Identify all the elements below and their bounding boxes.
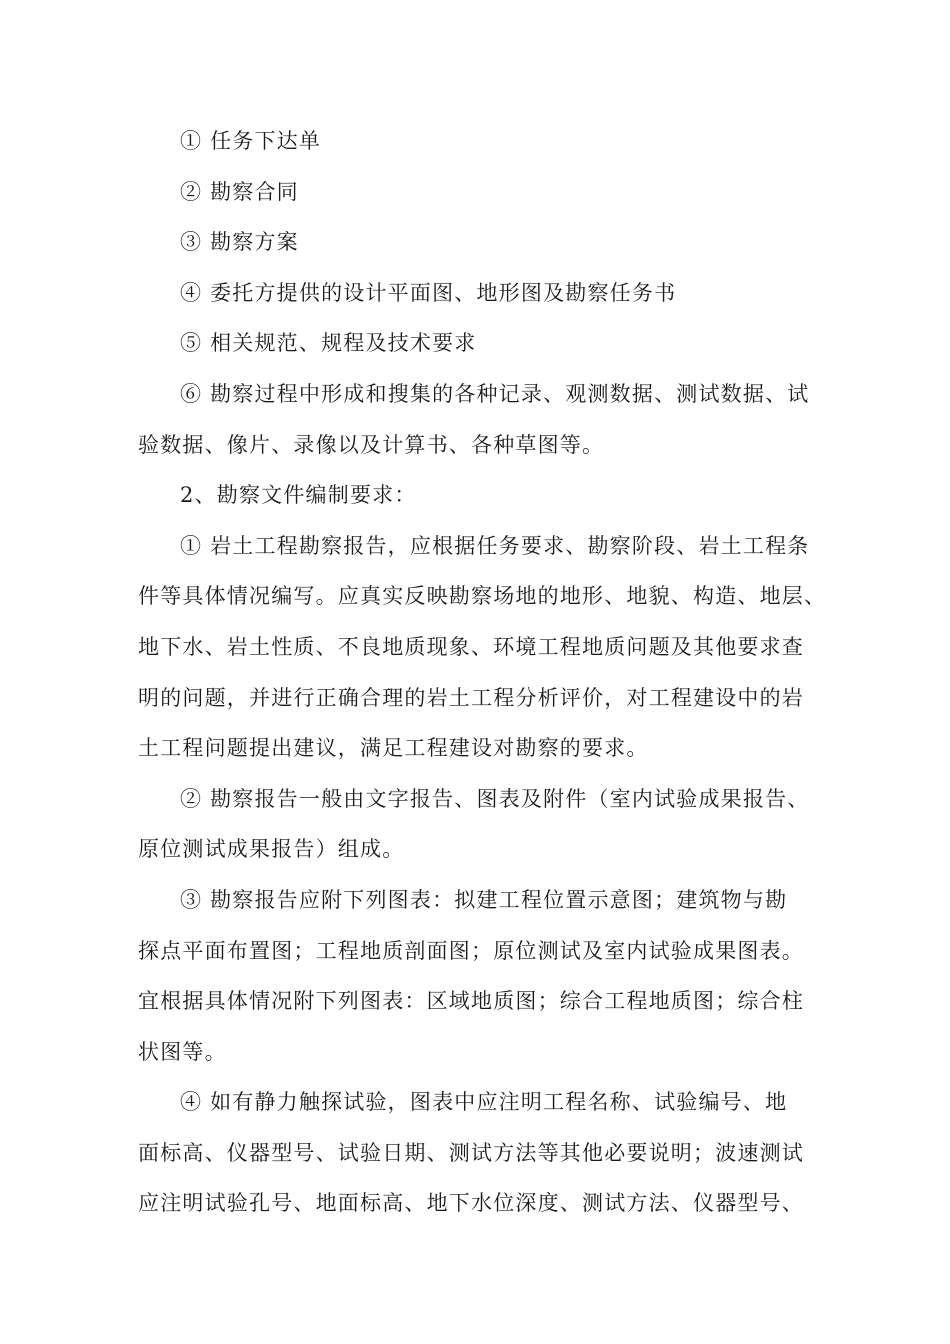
text-line: 探点平面布置图；工程地质剖面图；原位测试及室内试验成果图表。 <box>138 938 804 963</box>
text-line: 应注明试验孔号、地面标高、地下水位深度、测试方法、仪器型号、 <box>138 1191 804 1216</box>
text-line: 土工程问题提出建议，满足工程建设对勘察的要求。 <box>138 736 649 761</box>
text-line: 地下水、岩土性质、不良地质现象、环境工程地质问题及其他要求查 <box>138 634 804 659</box>
list-item-contract: ② 勘察合同 <box>180 179 299 204</box>
list-item-report-composition: ② 勘察报告一般由文字报告、图表及附件（室内试验成果报告、 <box>180 786 810 811</box>
list-item-client-drawings: ④ 委托方提供的设计平面图、地形图及勘察任务书 <box>180 280 677 305</box>
list-item-static-cone: ④ 如有静力触探试验，图表中应注明工程名称、试验编号、地 <box>180 1090 788 1115</box>
list-item-report: ① 岩土工程勘察报告，应根据任务要求、勘察阶段、岩土工程条 <box>180 533 810 558</box>
text-line: 面标高、仪器型号、试验日期、测试方法等其他必要说明；波速测试 <box>138 1140 804 1165</box>
section-heading-requirements: 2、勘察文件编制要求： <box>180 483 417 508</box>
text-line: 明的问题，并进行正确合理的岩土工程分析评价，对工程建设中的岩 <box>138 685 804 710</box>
document-body <box>138 116 838 1229</box>
text-line: 件等具体情况编写。应真实反映勘察场地的地形、地貌、构造、地层、 <box>138 584 827 609</box>
text-line: 状图等。 <box>138 1039 227 1064</box>
list-item-standards: ⑤ 相关规范、规程及技术要求 <box>180 331 477 356</box>
list-item-report-figures: ③ 勘察报告应附下列图表：拟建工程位置示意图；建筑物与勘 <box>180 887 788 912</box>
text-line: 宜根据具体情况附下列图表：区域地质图；综合工程地质图；综合柱 <box>138 989 804 1014</box>
text-line: 验数据、像片、录像以及计算书、各种草图等。 <box>138 432 605 457</box>
text-line: 原位测试成果报告）组成。 <box>138 837 405 862</box>
list-item-plan: ③ 勘察方案 <box>180 230 299 255</box>
list-item-task-order: ① 任务下达单 <box>180 129 322 153</box>
list-item-records: ⑥ 勘察过程中形成和搜集的各种记录、观测数据、测试数据、试 <box>180 381 810 406</box>
